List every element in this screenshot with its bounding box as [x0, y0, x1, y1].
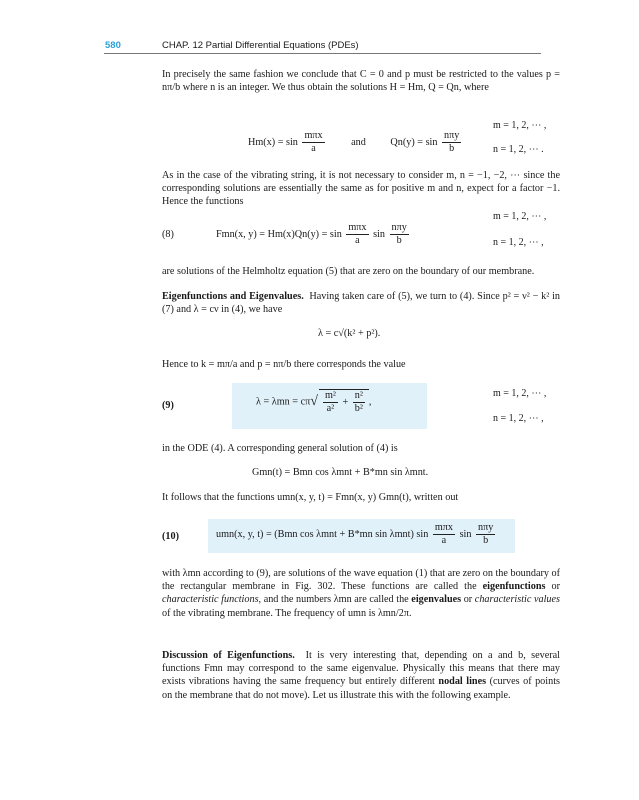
p8-text-e: of the vibrating membrane. The frequency of umn is λmn/2π. — [162, 607, 412, 619]
eq8-left: Fmn(x, y) = Hm(x)Qn(y) = sin — [216, 228, 342, 240]
eq1-n-range: n = 1, 2, ⋯ . — [493, 144, 544, 155]
p8-text-c: and the numbers λmn are called the — [261, 594, 412, 606]
eq1-den2: b — [449, 143, 455, 154]
eq9-frac2 — [353, 390, 365, 415]
term-characteristic-values: characteristic values — [474, 594, 561, 606]
eq10-left: umn(x, y, t) = (Bmn cos λmnt + B*mn sin λmnt) sin — [216, 528, 429, 540]
eq1-num2: nπy — [444, 130, 460, 141]
eq10-label: (10) — [162, 531, 179, 542]
eq10-den1: a — [441, 535, 447, 546]
section-title-discussion: Discussion of Eigenfunctions. — [162, 650, 295, 661]
eq10-num2: nπy — [478, 522, 494, 533]
paragraph-4-text: Having taken care of (5), we turn to (4). Since p² = ν² − k² in (7) and λ = cν in (4), we have — [162, 291, 560, 316]
equation-G: Gmn(t) = Bmn cos λmnt + B*mn sin λmnt. — [252, 467, 429, 478]
eq8-frac2 — [390, 222, 409, 247]
eq9-left: λ = λmn = cπ — [256, 396, 311, 408]
paragraph-5: Hence to k = mπ/a and p = nπ/b there corresponds the value — [162, 359, 406, 370]
term-eigenfunctions: eigenfunctions — [482, 581, 546, 593]
eq9-n-range: n = 1, 2, ⋯ , — [493, 413, 544, 424]
eq9-radicand: $\frac{\text{m²}}{\text{a²}}$ + $\frac{\text{n²}}{\text{b²}}$ — [319, 389, 369, 415]
eq1-right: Qn(y) = sin — [390, 136, 438, 148]
equation-8 — [216, 222, 411, 247]
eq8-frac1 — [346, 222, 368, 247]
p8-text-b: or — [545, 581, 560, 593]
eq10-frac1 — [433, 522, 455, 547]
term-eigenvalues: eigenvalues — [411, 594, 462, 606]
eq1-and: and — [351, 136, 366, 148]
eq8-den1: a — [355, 235, 360, 246]
eq10-den2: b — [483, 535, 489, 546]
equation-hm-qn — [248, 130, 463, 155]
equation-10 — [216, 522, 497, 547]
page-number: 580 — [105, 40, 121, 51]
paragraph-1: In precisely the same fashion we conclude that C = 0 and p must be restricted to the values p = nπ/b where n is an integer. We thus obtain the solutions H = Hm, Q = Qn, where — [162, 69, 560, 94]
eq8-den2: b — [396, 235, 402, 246]
eq10-num1: mπx — [434, 522, 454, 533]
chapter-title: CHAP. 12 Partial Differential Equations (PDEs) — [162, 40, 359, 51]
eq9-frac1 — [323, 390, 338, 415]
eq9-m-range: m = 1, 2, ⋯ , — [493, 388, 547, 399]
eq8-num2: nπy — [391, 222, 407, 233]
header-rule — [104, 53, 541, 54]
paragraph-4 — [162, 290, 560, 316]
equation-9: λ = λmn = cπ√ $\frac{\text{m²}}{\text{a²}}$ + $\frac{\text{n²}}{\text{b²}}$ , — [256, 390, 372, 414]
eq1-den1: a — [311, 143, 316, 154]
eq1-left: Hm(x) = sin — [248, 136, 298, 148]
section-title-eigen: Eigenfunctions and Eigenvalues. — [162, 291, 304, 302]
term-characteristic-functions: characteristic functions, — [162, 594, 262, 606]
eq8-n-range: n = 1, 2, ⋯ , — [493, 237, 544, 248]
paragraph-7: It follows that the functions umn(x, y, t) = Fmn(x, y) Gmn(t), written out — [162, 492, 459, 503]
p9-text-a: It is very interesting that, depending on a and b, several functions Fmn may correspond to the same eigenvalue. Physically this means that there may exists vibrations having the same frequency but entirely different — [162, 650, 561, 688]
eq8-sin: sin — [373, 228, 385, 240]
eq8-m-range: m = 1, 2, ⋯ , — [493, 211, 547, 222]
p9-text-b: (curves of points on the membrane that do not move). Let us illustrate this with the following example. — [162, 676, 560, 701]
equation-lambda: λ = c√(k² + p²). — [318, 328, 381, 339]
paragraph-8 — [162, 567, 560, 620]
eq9-label: (9) — [162, 400, 174, 411]
eq9-b2: b² — [354, 403, 363, 414]
p8-text-d: or — [461, 594, 475, 606]
eq10-sin: sin — [459, 528, 472, 540]
paragraph-3: are solutions of the Helmholtz equation (5) that are zero on the boundary of our membrane. — [162, 266, 535, 277]
eq10-frac2 — [476, 522, 495, 547]
paragraph-2: As in the case of the vibrating string, it is not necessary to consider m, n = −1, −2, ⋯ since the corresponding solutions are essentially the same as for positive m and n, expect for a factor −1. Hence the functions — [162, 170, 560, 208]
eq9-a2: a² — [326, 403, 335, 414]
p8-text-a: with λmn according to (9), are solutions of the wave equation (1) that are zero on the boundary of the rectangular membrane in Fig. 302. These functions are called the — [162, 568, 560, 593]
paragraph-9 — [162, 649, 560, 702]
eq9-n2: n² — [354, 390, 363, 401]
sqrt-symbol: √ — [310, 394, 318, 409]
eq9-m2: m² — [324, 390, 336, 401]
eq8-label: (8) — [162, 229, 174, 240]
paragraph-6: in the ODE (4). A corresponding general solution of (4) is — [162, 443, 398, 454]
eq1-frac2 — [442, 130, 461, 155]
eq1-m-range: m = 1, 2, ⋯ , — [493, 120, 547, 131]
term-nodal-lines: nodal lines — [438, 676, 487, 688]
eq1-num1: mπx — [304, 130, 323, 141]
eq1-frac1 — [302, 130, 324, 155]
eq8-num1: mπx — [348, 222, 367, 233]
